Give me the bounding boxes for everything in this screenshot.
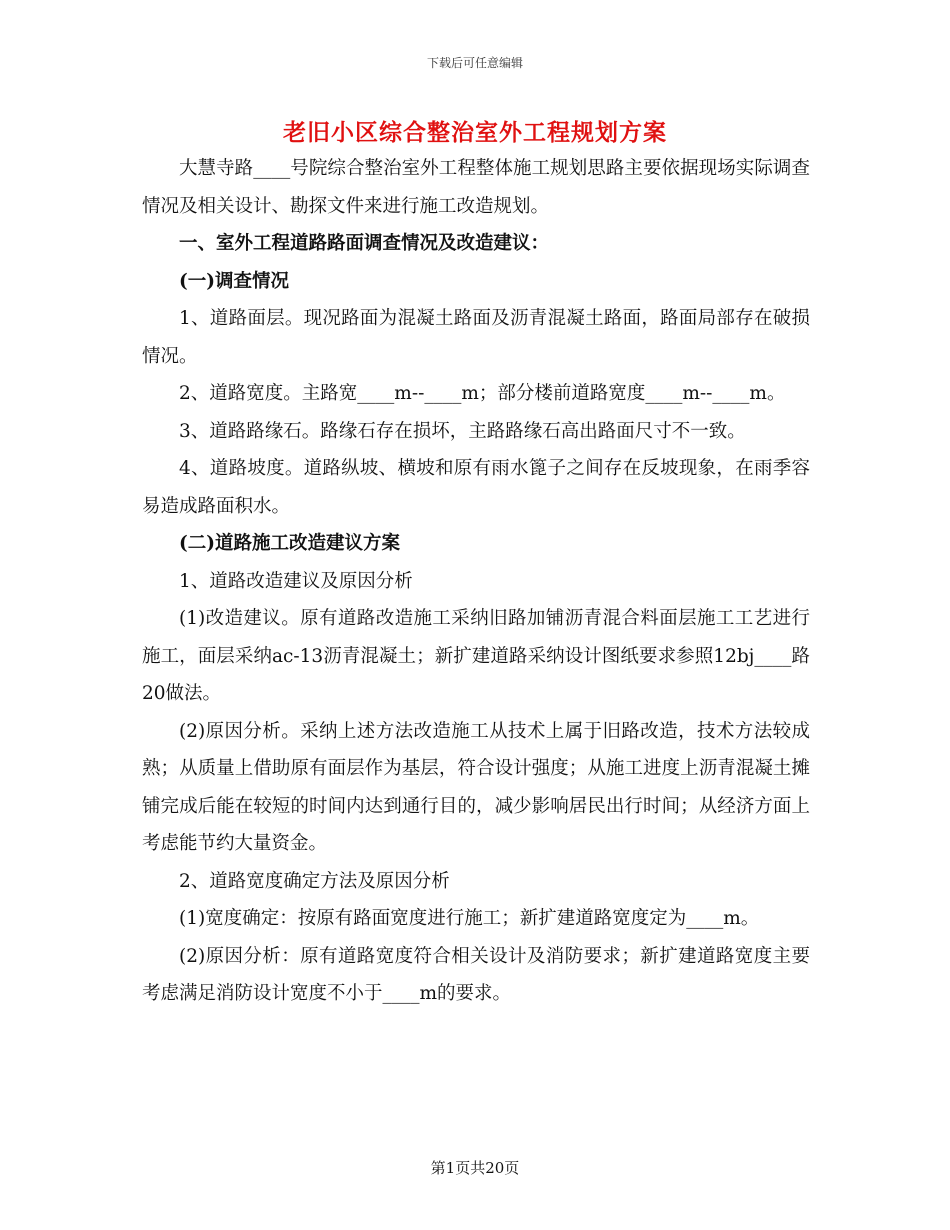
survey-item-road-surface: 1、道路面层。现况路面为混凝土路面及沥青混凝土路面，路面局部存在破损情况。 <box>142 308 810 367</box>
plan-item-1-suggestion: (1)改造建议。原有道路改造施工采纳旧路加铺沥青混合料面层施工工艺进行施工，面层采纳ac-13沥青混凝土；新扩建道路采纳设计图纸要求参照12bj____路20做法。 <box>142 608 810 704</box>
plan-item-2-reason: (2)原因分析：原有道路宽度符合相关设计及消防要求；新扩建道路宽度主要考虑满足消防设计宽度不小于____m的要求。 <box>142 945 810 1004</box>
document-title: 老旧小区综合整治室外工程规划方案 <box>283 119 667 146</box>
intro-paragraph: 大慧寺路____号院综合整治室外工程整体施工规划思路主要依据现场实际调查情况及相关设计、勘探文件来进行施工改造规划。 <box>142 158 810 217</box>
survey-item-road-width: 2、道路宽度。主路宽____m--____m；部分楼前道路宽度____m--____m。 <box>179 383 786 404</box>
survey-item-road-slope: 4、道路坡度。道路纵坡、横坡和原有雨水篦子之间存在反坡现象，在雨季容易造成路面积水。 <box>142 458 810 517</box>
page-footer: 第1页共20页 <box>430 1159 520 1177</box>
subsection-heading-survey: (一)调查情况 <box>179 270 290 292</box>
page-header: 下载后可任意编辑 <box>426 56 523 70</box>
section-heading-1: 一、室外工程道路路面调查情况及改造建议： <box>179 233 550 254</box>
plan-item-1-heading: 1、道路改造建议及原因分析 <box>179 570 413 592</box>
plan-item-2-heading: 2、道路宽度确定方法及原因分析 <box>179 870 450 892</box>
plan-item-2-width: (1)宽度确定：按原有路面宽度进行施工；新扩建道路宽度定为____m。 <box>179 908 760 929</box>
document-body <box>142 150 810 1013</box>
subsection-heading-plan: (二)道路施工改造建议方案 <box>179 533 401 554</box>
plan-item-1-reason: (2)原因分析。采纳上述方法改造施工从技术上属于旧路改造，技术方法较成熟；从质量上借助原有面层作为基层，符合设计强度；从施工进度上沥青混凝土摊铺完成后能在较短的时间内达到通行目的，减少影响居民出行时间；从经济方面上考虑能节约大量资金。 <box>142 720 810 854</box>
survey-item-curbstone: 3、道路路缘石。路缘石存在损坏，主路路缘石高出路面尺寸不一致。 <box>179 420 746 442</box>
